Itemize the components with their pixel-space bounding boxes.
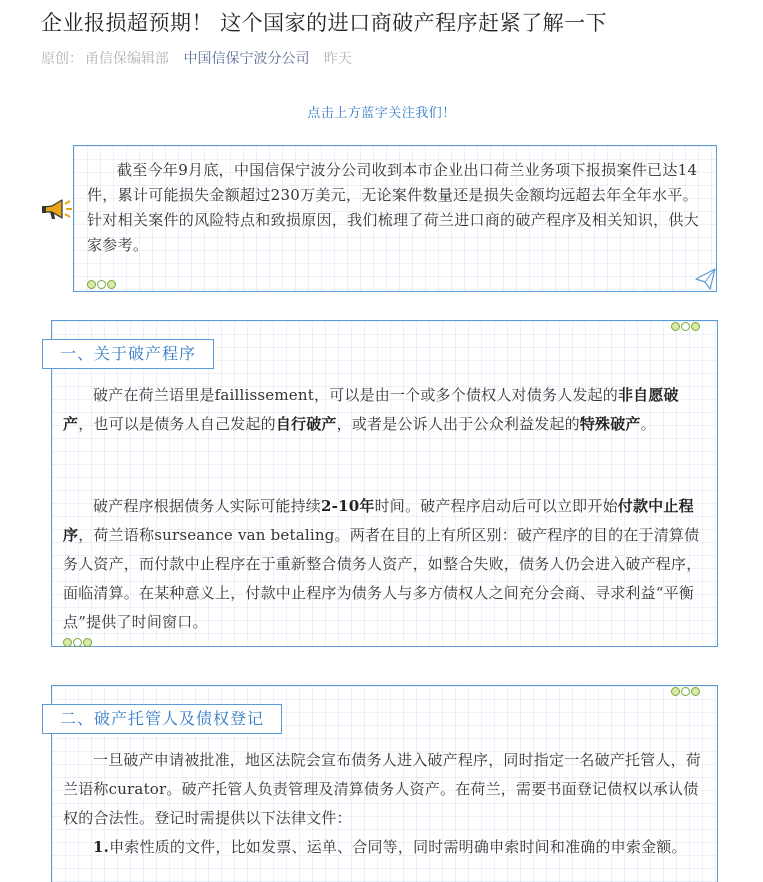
publish-time: 昨天 bbox=[323, 51, 352, 67]
decor-dots bbox=[671, 316, 701, 335]
original-label: 原创： bbox=[41, 51, 83, 67]
section1-paragraph-1 bbox=[63, 381, 708, 439]
article-meta bbox=[41, 48, 362, 68]
bold-term: 2-10年 bbox=[321, 497, 375, 515]
decor-dot bbox=[671, 322, 680, 331]
text-run: 破产程序根据债务人实际可能持续 bbox=[93, 497, 322, 515]
section-heading: 一、关于破产程序 bbox=[42, 339, 214, 369]
intro-box bbox=[73, 145, 717, 292]
bold-term: 非自愿破产 bbox=[63, 386, 679, 433]
intro-text: 截至今年9月底，中国信保宁波分公司收到本市企业出口荷兰业务项下报损案件已达14件，累计可能损失金额超过230万美元，无论案件数量还是损失金额均远超去年全年水平。针对相关案件的风险特点和致损原因，我们梳理了荷兰进口商的破产程序及相关知识，供大家参考。 bbox=[87, 161, 700, 254]
text-run: 破产在荷兰语里是faillissement，可以是由一个或多个债权人对债务人发起的 bbox=[93, 386, 618, 404]
decor-dot bbox=[681, 322, 690, 331]
decor-dots bbox=[87, 274, 117, 293]
bold-term: 自行破产 bbox=[275, 415, 337, 433]
decor-dot bbox=[73, 638, 82, 647]
decor-dot bbox=[691, 687, 700, 696]
decor-dot bbox=[681, 687, 690, 696]
section-trustee-and-claims bbox=[51, 685, 718, 882]
decor-dot bbox=[691, 322, 700, 331]
bold-term: 付款中止程序 bbox=[63, 497, 694, 544]
section1-paragraph-2 bbox=[63, 492, 708, 637]
decor-dots bbox=[671, 681, 701, 700]
decor-dot bbox=[107, 280, 116, 289]
decor-dot bbox=[97, 280, 106, 289]
paper-plane-icon bbox=[694, 267, 716, 291]
megaphone-icon bbox=[40, 197, 74, 223]
list-number: 1. bbox=[93, 838, 110, 856]
text-run: 时间。破产程序启动后可以立即开始 bbox=[374, 497, 618, 515]
decor-dots bbox=[63, 632, 93, 651]
text-run: ，或者是公诉人出于公众利益发起的 bbox=[336, 415, 580, 433]
decor-dot bbox=[63, 638, 72, 647]
author-name: 甬信保编辑部 bbox=[85, 51, 169, 67]
section2-paragraph-2 bbox=[63, 833, 708, 862]
text-run: 申索性质的文件，比如发票、运单、合同等，同时需明确申索时间和准确的申索金额。 bbox=[109, 838, 687, 856]
decor-dot bbox=[87, 280, 96, 289]
article-title: 企业报损超预期！ 这个国家的进口商破产程序赶紧了解一下 bbox=[41, 11, 608, 35]
follow-prompt: 点击上方蓝字关注我们！ bbox=[307, 106, 456, 121]
section-bankruptcy-procedure bbox=[51, 320, 718, 647]
section2-paragraph-1: 一旦破产申请被批准，地区法院会宣布债务人进入破产程序，同时指定一名破产托管人，荷兰语称curator。破产托管人负责管理及清算债务人资产。在荷兰，需要书面登记债权以承认债权的合法性。登记时需提供以下法律文件： bbox=[63, 751, 702, 827]
account-link[interactable]: 中国信保宁波分公司 bbox=[183, 51, 310, 67]
text-run: 。 bbox=[640, 415, 656, 433]
bold-term: 特殊破产 bbox=[579, 415, 641, 433]
decor-dot bbox=[671, 687, 680, 696]
text-run: ，荷兰语称surseance van betaling。两者在目的上有所区别：破产程序的目的在于清算债务人资产，而付款中止程序在于重新整合债务人资产，如整合失败，债务人仍会进入破产程序，面临清算。在某种意义上，付款中止程序为债务人与多方债权人之间充分会商、寻求利益“平衡点”提供了时间窗口。 bbox=[63, 526, 702, 631]
decor-dot bbox=[83, 638, 92, 647]
section-heading: 二、破产托管人及债权登记 bbox=[42, 704, 282, 734]
text-run: ，也可以是债务人自己发起的 bbox=[78, 415, 276, 433]
